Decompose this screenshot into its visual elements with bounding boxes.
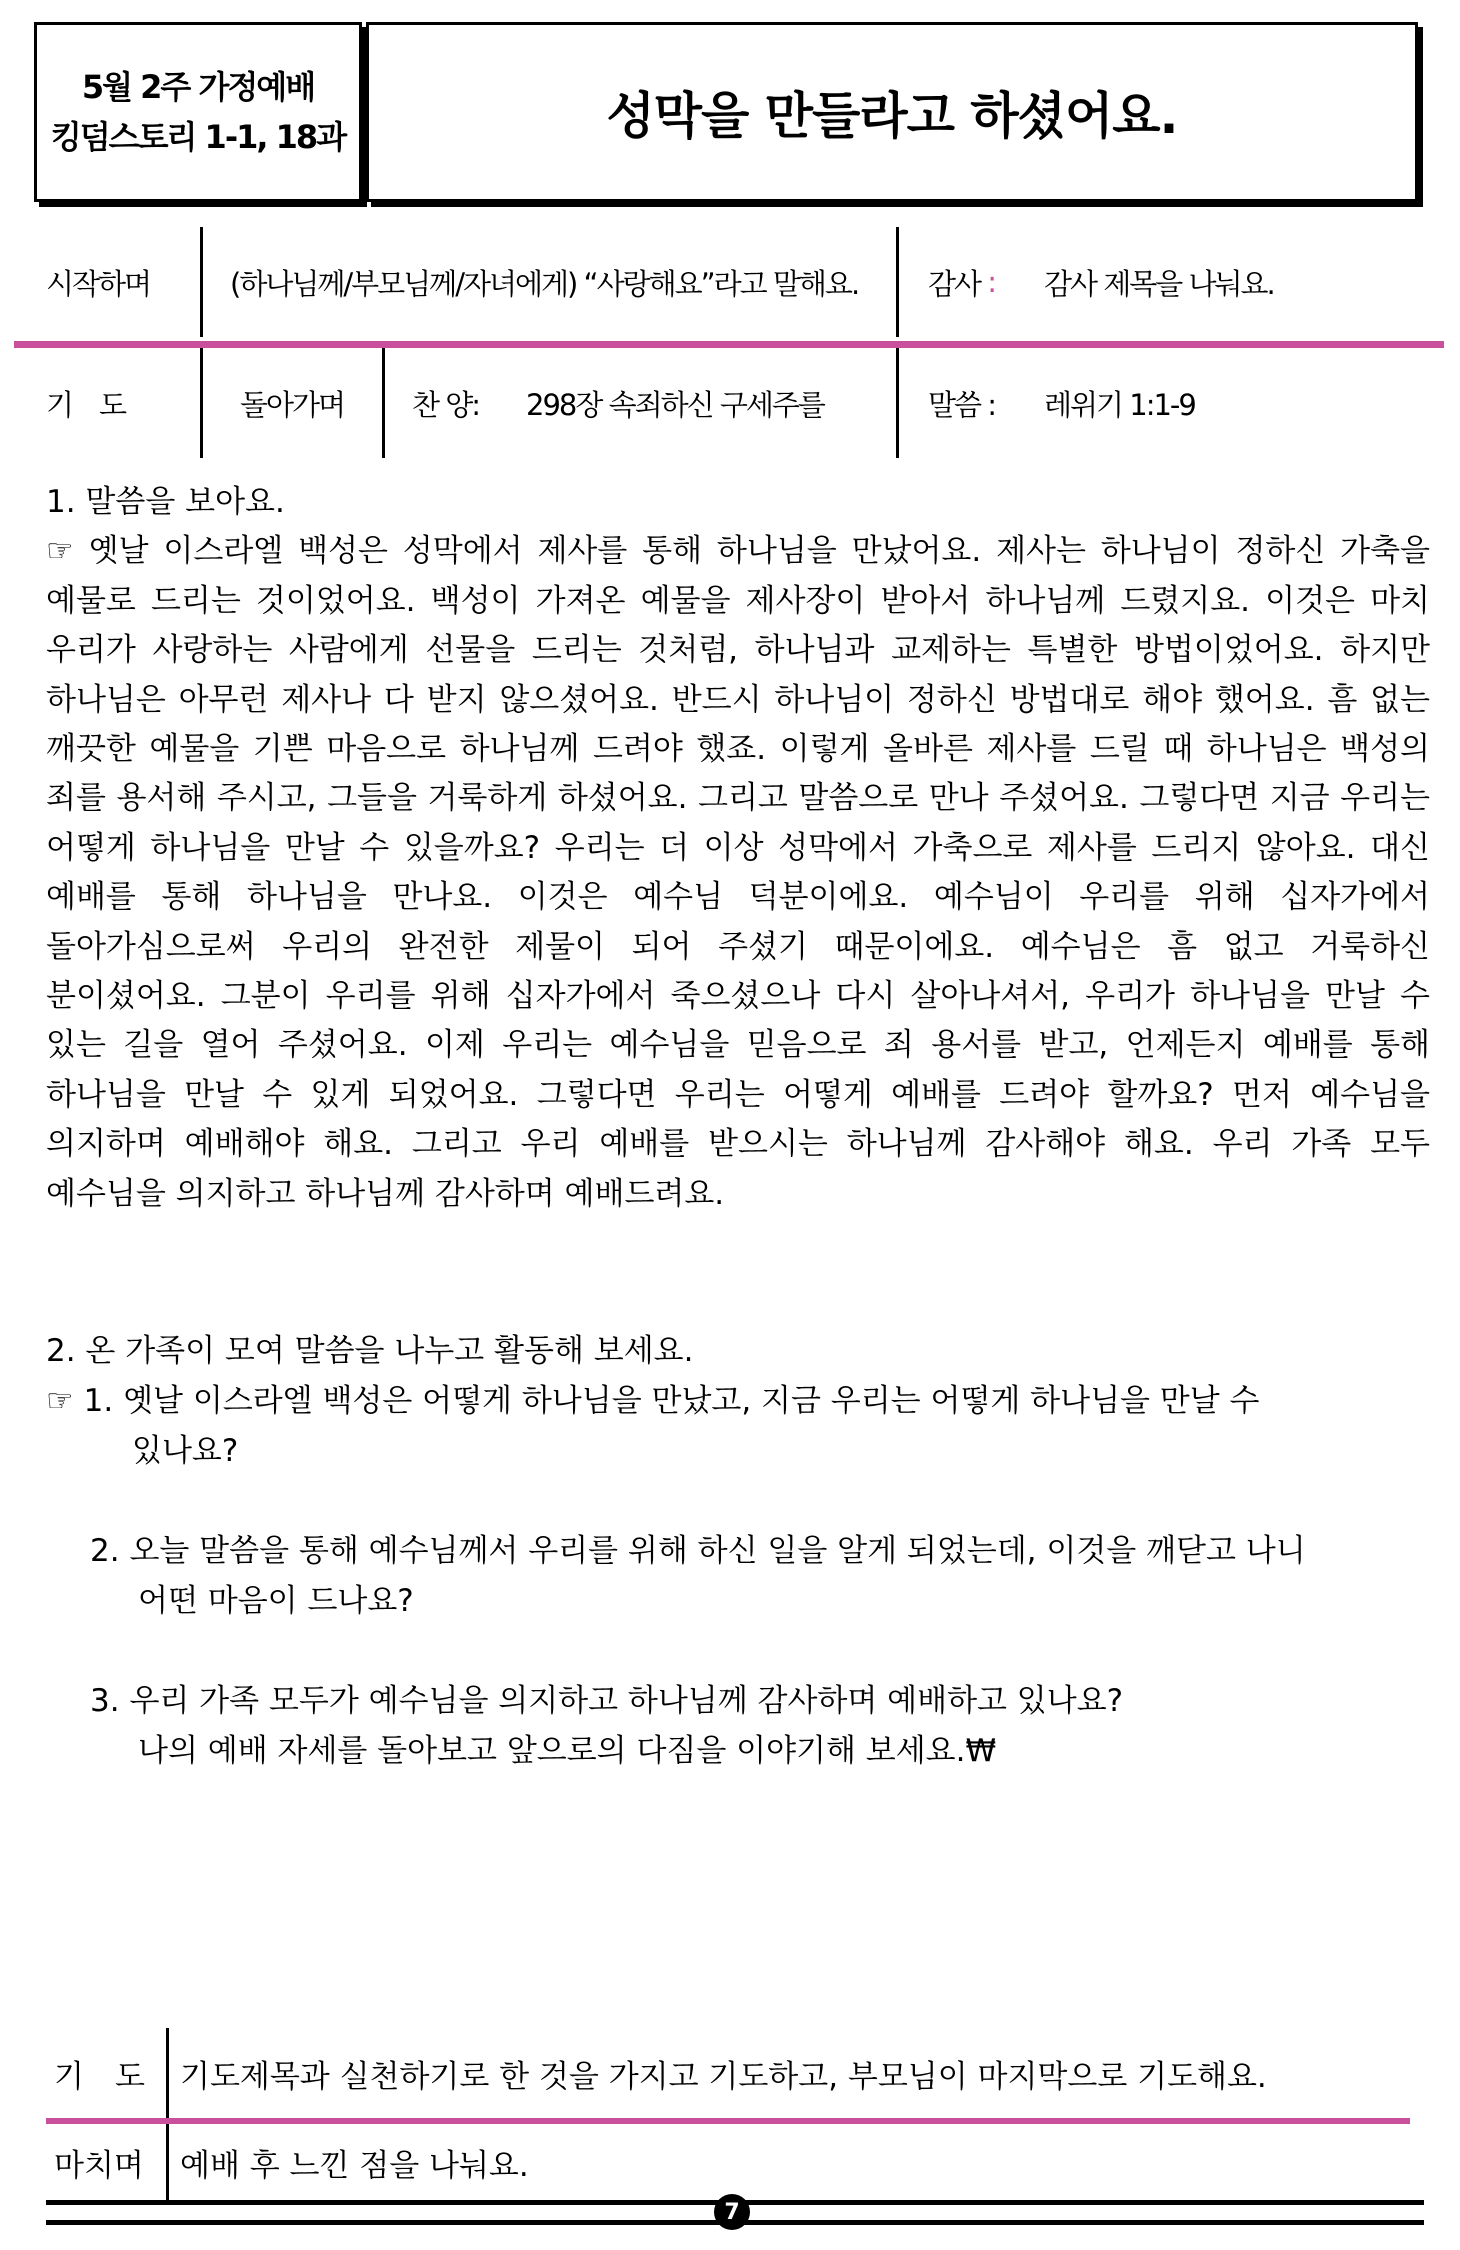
question-1-line2: 있나요? [132, 1433, 239, 1469]
divider-vertical [896, 227, 899, 337]
info-row-prayer [14, 348, 1444, 458]
section-read-word [46, 478, 1430, 1219]
header-subtitle-line2: 킹덤스토리 1-1, 18과 [50, 118, 346, 156]
footer-prayer-label: 기 도 [54, 2058, 145, 2095]
section2-heading: 2. 온 가족이 모여 말씀을 나누고 활동해 보세요. [46, 1333, 694, 1369]
header-title-box [366, 22, 1418, 202]
thanks-colon: : [987, 265, 996, 299]
footer-prayer-text: 기도제목과 실천하기로 한 것을 가지고 기도하고, 부모님이 마지막으로 기도해요. [180, 2058, 1267, 2095]
question-3-line2 [46, 1726, 1430, 1776]
question-3-text: 우리 가족 모두가 예수님을 의지하고 하나님께 감사하며 예배하고 있나요? [129, 1683, 1124, 1719]
info-row-start [14, 227, 1444, 337]
divider-vertical [166, 2124, 169, 2200]
section-family-activity [46, 1326, 1430, 1776]
question-3-text-line2: 나의 예배 자세를 돌아보고 앞으로의 다짐을 이야기해 보세요. [138, 1733, 966, 1769]
scripture-reference: 레위기 1:1-9 [1044, 387, 1195, 422]
prayer-label: 기 도 [46, 387, 126, 422]
divider-pink-line [14, 341, 1444, 348]
question-1-line1 [46, 1376, 1430, 1426]
pointing-hand-icon: ☞ [46, 1383, 74, 1419]
section1-heading: 1. 말씀을 보아요. [46, 484, 285, 520]
question-1-number: 1. [83, 1383, 114, 1419]
divider-vertical [200, 348, 203, 458]
question-2-text: 오늘 말씀을 통해 예수님께서 우리를 위해 하신 일을 알게 되었는데, 이것을 깨닫고 나니 [129, 1533, 1306, 1569]
divider-vertical [166, 2028, 169, 2118]
question-2-line2: 어떤 마음이 드나요? [138, 1583, 414, 1619]
footer-closing-label: 마치며 [54, 2147, 144, 2184]
question-1-text: 옛날 이스라엘 백성은 어떻게 하나님을 만났고, 지금 우리는 어떻게 하나님을 만날 수 [123, 1383, 1260, 1419]
end-mark: ₩ [965, 1733, 997, 1769]
section1-text: 옛날 이스라엘 백성은 성막에서 제사를 통해 하나님을 만났어요. 제사는 하나님이 정하신 가축을 예물로 드리는 것이었어요. 백성이 가져온 예물을 제사장이 받아서 하나님께 드렸지요. 이것은 마치 우리가 사랑하는 사람에게 선물을 드리는 것처럼, 하나님과 교제하는 특별한 방법이었어요. 하지만 하나님은 아무런 제사나 다 받지 않으셨어요. 반드시 하나님이 정하신 방법대로 해야 했어요. 흠 없는 깨끗한 예물을 기쁜 마음으로 하나님께 드려야 했죠. 이렇게 올바른 제사를 드릴 때 하나님은 백성의 죄를 용서해 주시고, 그들을 거룩하게 하셨어요. 그리고 말씀으로 만나 주셨어요. 그렇다면 지금 우리는 어떻게 하나님을 만날 수 있을까요? 우리는 더 이상 성막에서 가축으로 제사를 드리지 않아요. 대신 예배를 통해 하나님을 만나요. 이것은 예수님 덕분이에요. 예수님이 우리를 위해 십자가에서 돌아가심으로써 우리의 완전한 제물이 되어 주셨기 때문이에요. 예수님은 흠 없고 거룩하신 분이셨어요. 그분이 우리를 위해 십자가에서 죽으셨으나 다시 살아나셔서, 우리가 하나님을 만날 수 있는 길을 열어 주셨어요. 이제 우리는 예수님을 믿음으로 죄 용서를 받고, 언제든지 예배를 통해 하나님을 만날 수 있게 되었어요. 그렇다면 우리는 어떻게 예배를 드려야 할까요? 먼저 예수님을 의지하며 예배해야 해요. 그리고 우리 예배를 받으시는 하나님께 감사해야 해요. 우리 가족 모두 예수님을 의지하고 하나님께 감사하며 예배드려요. [46, 533, 1430, 1212]
bottom-band [46, 2200, 1424, 2226]
header-subtitle-line1: 5월 2주 가정예배 [81, 68, 315, 106]
section1-paragraph [46, 527, 1430, 1219]
thanks-content: 감사 제목을 나눠요. [1044, 266, 1274, 301]
page-number: 7 [714, 2194, 750, 2230]
start-content: (하나님께/부모님께/자녀에게) “사랑해요”라고 말해요. [230, 266, 859, 301]
question-3-number: 3. [90, 1683, 120, 1719]
header-left-box [34, 22, 362, 202]
pointing-hand-icon: ☞ [46, 533, 74, 570]
question-3-line1 [46, 1676, 1430, 1726]
thanks-label-text: 감사 [928, 266, 981, 301]
divider-vertical [896, 348, 899, 458]
question-2-line1 [46, 1526, 1430, 1576]
question-2-number: 2. [90, 1533, 120, 1569]
hymn-title: 298장 속죄하신 구세주를 [526, 387, 824, 422]
thanks-label [928, 227, 995, 337]
scripture-label: 말씀 : [928, 387, 996, 422]
footer-closing-text: 예배 후 느낀 점을 나눠요. [180, 2147, 529, 2184]
prayer-method: 돌아가며 [240, 387, 345, 422]
page-title: 성막을 만들라고 하셨어요. [606, 87, 1178, 145]
divider-vertical [200, 227, 203, 337]
start-label: 시작하며 [46, 266, 151, 301]
divider-vertical [382, 348, 385, 458]
hymn-label: 찬 양: [412, 387, 480, 422]
